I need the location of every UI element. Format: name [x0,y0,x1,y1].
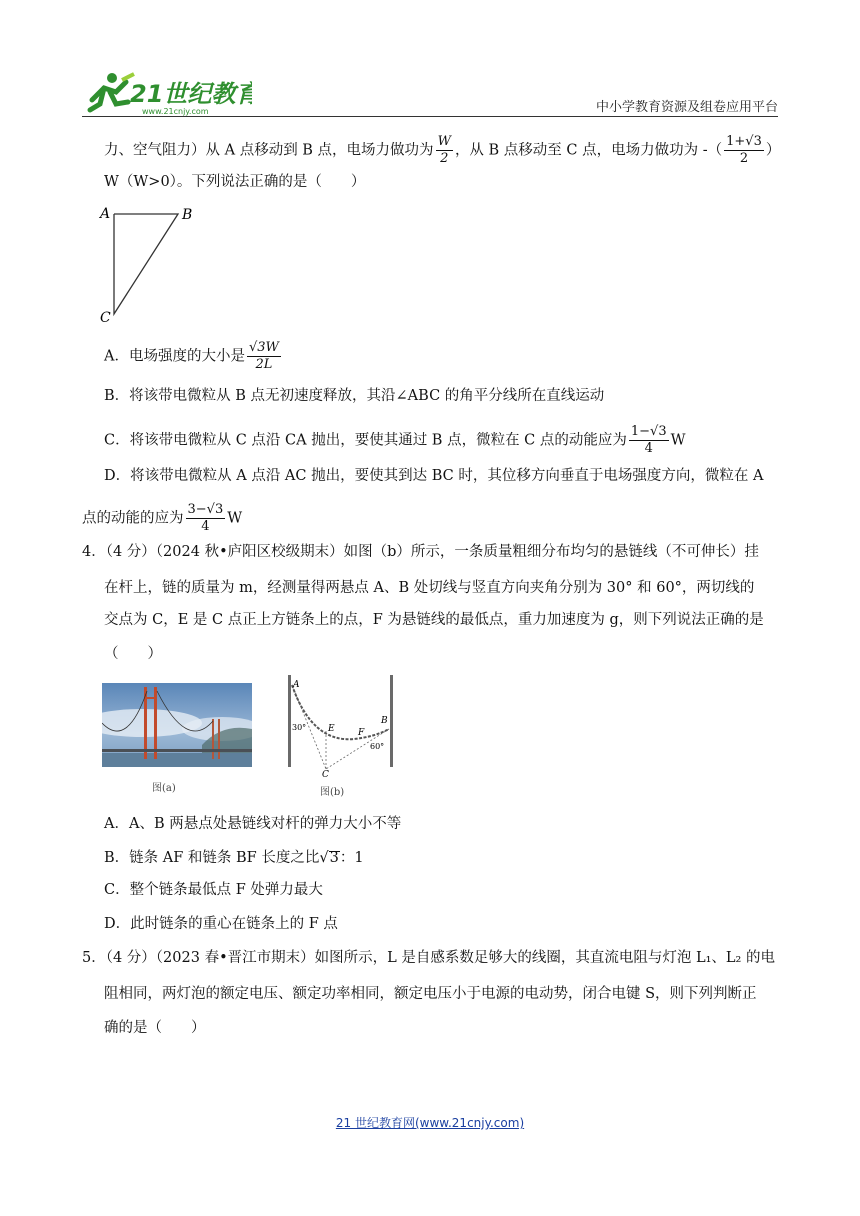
q5-line3: 确的是（ ） [104,1020,206,1036]
fig-b-label-A: A [293,680,300,690]
q5-line2: 阻相同，两灯泡的额定电压、额定功率相同，额定电压小于电源的电动势，闭合电键 S，则下列判断正 [104,986,757,1002]
catenary-figure [284,673,396,799]
footer-link[interactable]: 21 世纪教育网(www.21cnjy.com) [335,1116,525,1130]
logo-text: 21世纪教育 [130,80,252,108]
label-C: C [100,310,111,325]
q3-line2: W（W>0）。下列说法正确的是（ ） [104,174,366,190]
fig-b-angle-30: 30° [292,723,307,732]
fig-a-caption: 图(a) [152,783,176,794]
q4-option-d: D．此时链条的重心在链条上的 F 点 [104,916,338,932]
q4-line3: 交点为 C，E 是 C 点正上方链条上的点，F 为悬链线的最低点，重力加速度为 g，则下列说法正确的是 [104,612,764,628]
q4-line2: 在杆上，链的质量为 m，经测量得两悬点 A、B 处切线与竖直方向夹角分别为 30° 和 60°，两切线的 [104,580,755,596]
q3-option-d-cont: 点的动能的应为 $\frac{3-√3}{4}$ W [82,502,243,534]
q3-option-a: A．电场强度的大小是 $\frac{√3W}{2L}$ [104,340,279,372]
q4-line4: （ ） [104,646,162,662]
fig-b-label-C: C [322,770,329,780]
logo [82,70,252,116]
footer [0,1114,860,1131]
label-A: A [100,206,111,222]
fig-b-label-B: B [381,716,388,726]
logo-subtext: www.21cnjy.com [142,107,209,116]
q4-option-c: C．整个链条最低点 F 处弹力最大 [104,882,323,898]
fig-b-label-F: F [358,728,365,738]
q4-line1: 4．（4 分）（2024 秋•庐阳区校级期末）如图（b）所示，一条质量粗细分布均匀的悬链线（不可伸长）挂 [82,544,759,560]
q3-option-d: D．将该带电微粒从 A 点沿 AC 抛出，要使其到达 BC 时，其位移方向垂直于电场强度方向，微粒在 A [104,468,764,484]
q4-option-b: B．链条 AF 和链条 BF 长度之比√3：1 [104,850,364,866]
triangle-figure [98,200,208,329]
platform-name: 中小学教育资源及组卷应用平台 [595,100,778,115]
runner-logo-icon [90,73,134,110]
header-divider [82,116,778,117]
q3-option-b: B．将该带电微粒从 B 点无初速度释放，其沿∠ABC 的角平分线所在直线运动 [104,388,605,404]
fig-b-angle-60: 60° [370,742,385,751]
q3-option-c: C．将该带电微粒从 C 点沿 CA 抛出，要使其通过 B 点，微粒在 C 点的动能应为 $\frac{1-√3}{4}$ W [104,424,686,456]
q3-line1: 力、空气阻力）从 A 点移动到 B 点，电场力做功为 $\frac{W}{2}$ ，从 B 点移动至 C 点，电场力做功为 -（ $\frac{1+√3}{2}$ ） [104,134,781,166]
fig-b-caption: 图(b) [320,787,345,798]
q5-line1: 5．（4 分）（2023 春•晋江市期末）如图所示，L 是自感系数足够大的线圈，其直流电阻与灯泡 L₁、L₂ 的电 [82,950,775,966]
q4-option-a: A．A、B 两悬点处悬链线对杆的弹力大小不等 [104,816,402,832]
label-B: B [182,207,193,223]
bridge-figure [102,683,252,799]
fig-b-label-E: E [328,724,335,734]
